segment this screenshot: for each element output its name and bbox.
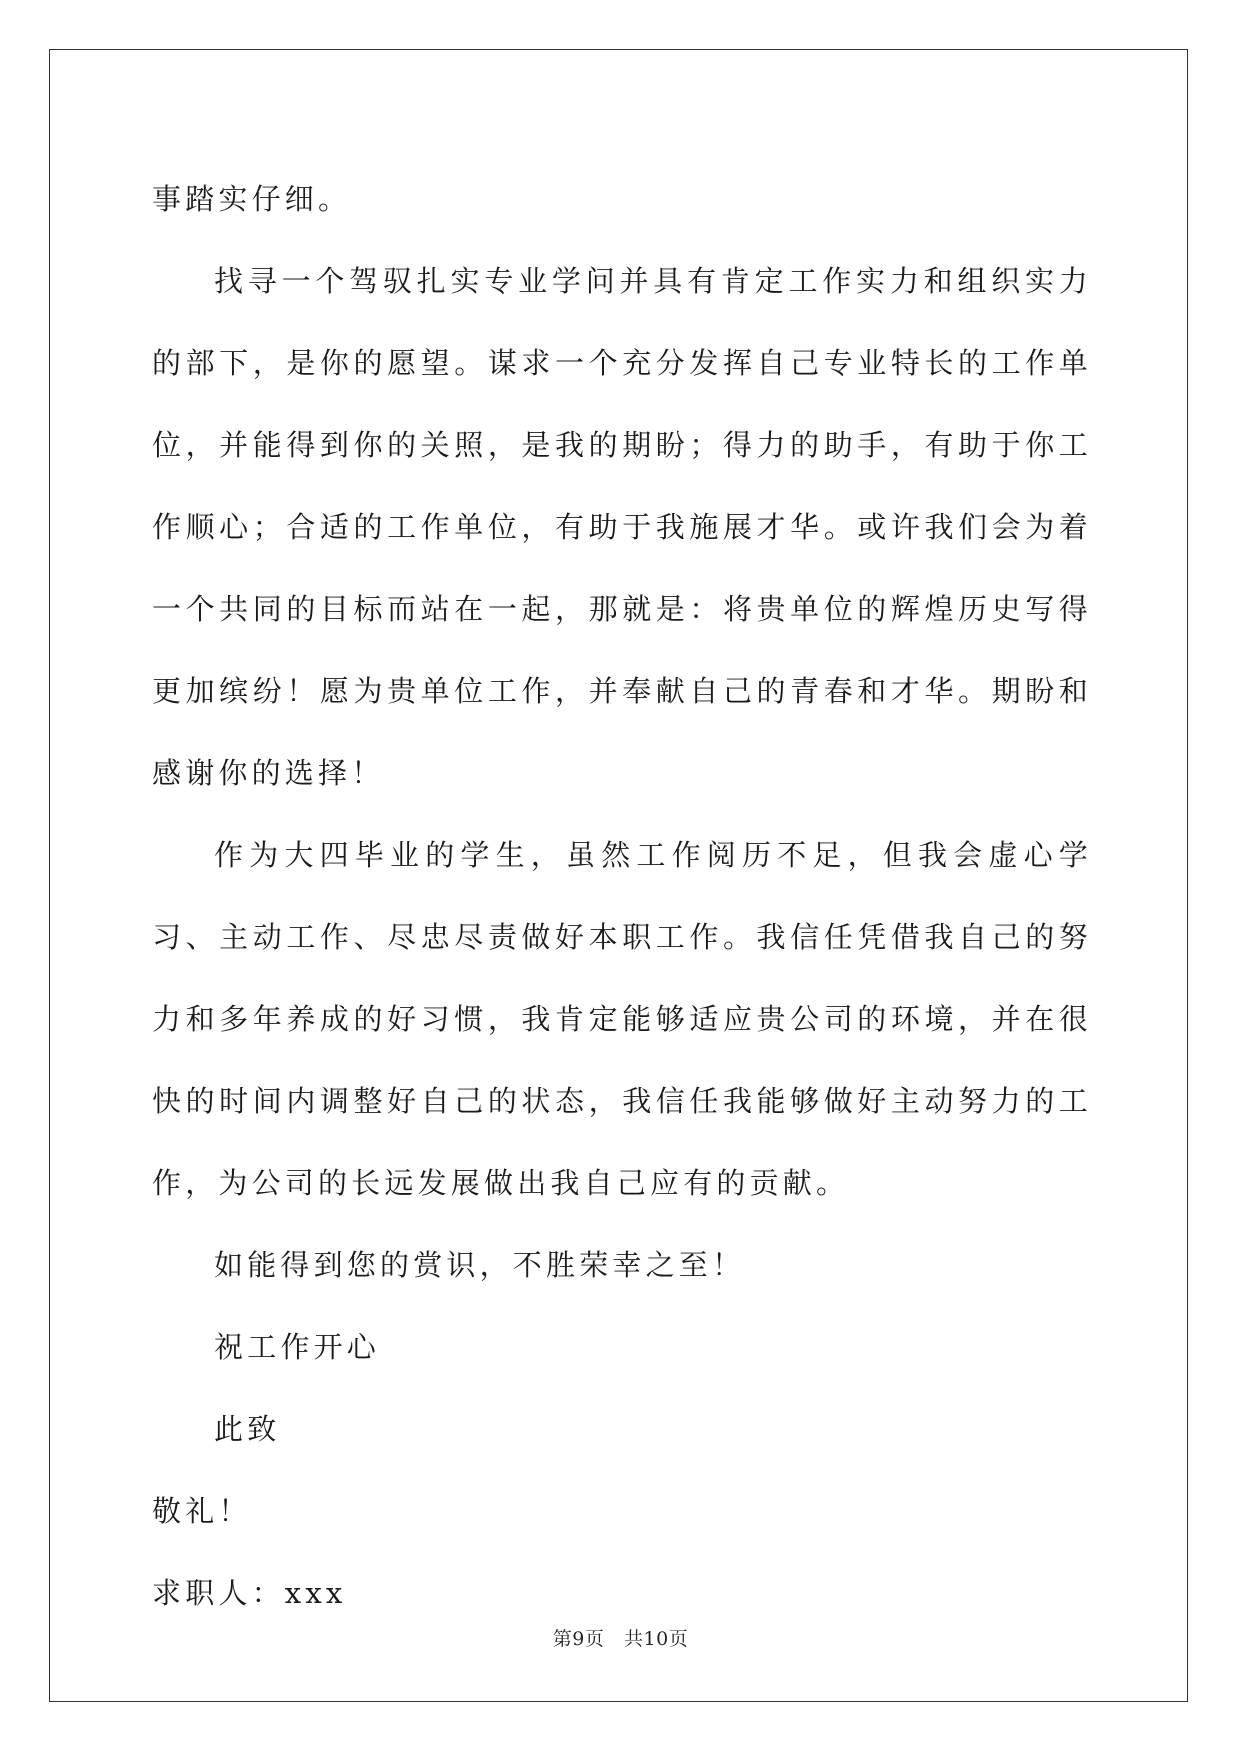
paragraph-salutation: 此致 [214, 1412, 281, 1446]
page-number: 第9页 [552, 1628, 605, 1650]
paragraph-signature: 求职人：xxx [152, 1576, 347, 1610]
paragraph-respect: 敬礼！ [152, 1494, 252, 1528]
paragraph-commitment: 作为大四毕业的学生，虽然工作阅历不足，但我会虚心学习、主动工作、尽忠尽责做好本职工作。我信任凭借我自己的努力和多年养成的好习惯，我肯定能够适应贵公司的环境，并在很快的时间内调整好自己的状态，我信任我能够做好主动努力的工作，为公司的长远发展做出我自己应有的贡献。 [152, 838, 1092, 1200]
paragraph-continuation: 事踏实仔细。 [152, 182, 352, 216]
paragraph-blessing: 祝工作开心 [214, 1330, 381, 1364]
paragraph-closing-wish: 如能得到您的赏识，不胜荣幸之至！ [214, 1248, 746, 1282]
paragraph-aspiration: 找寻一个驾驭扎实专业学问并具有肯定工作实力和组织实力的部下，是你的愿望。谋求一个充分发挥自己专业特长的工作单位，并能得到你的关照，是我的期盼；得力的助手，有助于你工作顺心；合适的工作单位，有助于我施展才华。或许我们会为着一个共同的目标而站在一起，那就是：将贵单位的辉煌历史写得更加缤纷！愿为贵单位工作，并奉献自己的青春和才华。期盼和感谢你的选择！ [152, 264, 1092, 790]
page-total: 共10页 [624, 1628, 689, 1650]
page-footer [0, 1624, 1241, 1651]
letter-body [152, 158, 1092, 1634]
